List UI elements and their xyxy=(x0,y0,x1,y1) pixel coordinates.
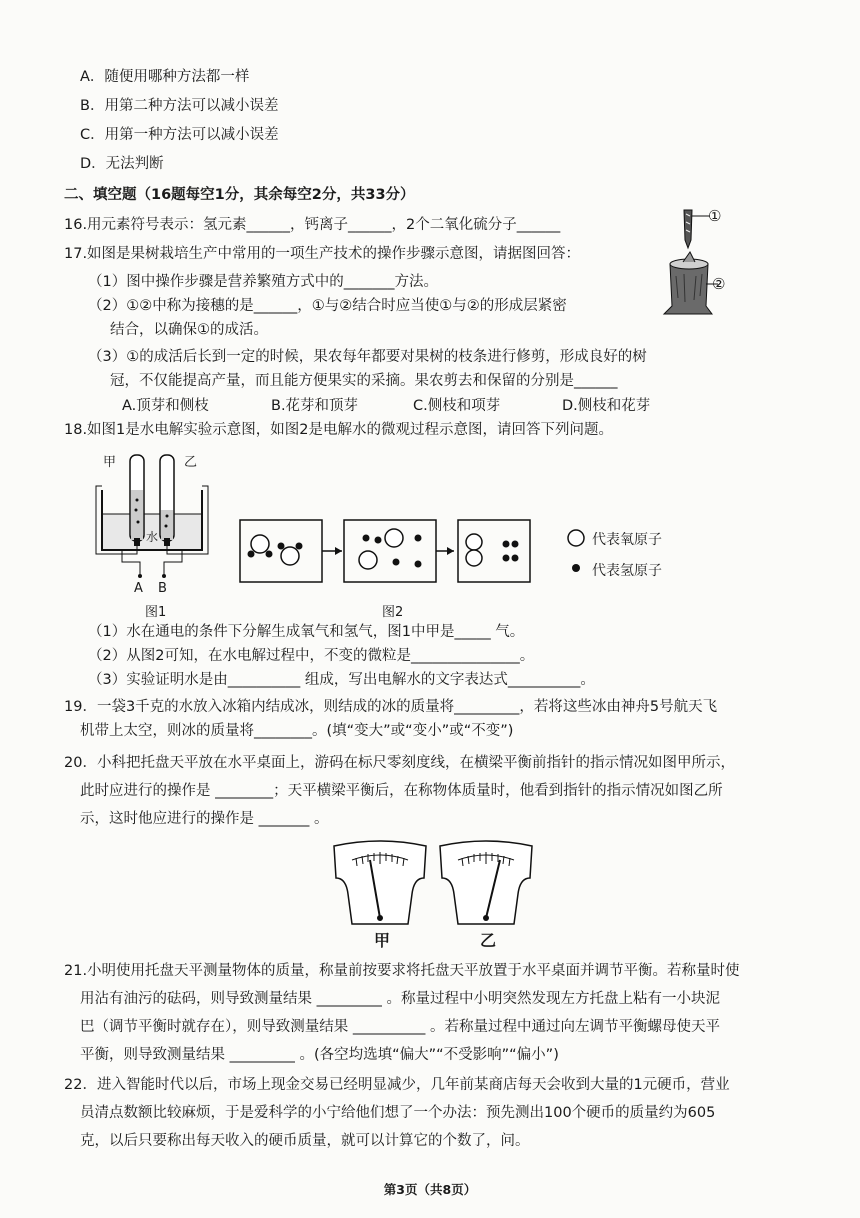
q17-stem: 17.如图是果树栽培生产中常用的一项生产技术的操作步骤示意图，请据图回答： xyxy=(64,246,581,262)
q19-line2: 机带上太空，则冰的质量将________。(填“变大”或“变小”或“不变”) xyxy=(80,723,514,739)
fig1-label-a: A xyxy=(134,581,143,596)
q17-part3-line2: 冠，不仅能提高产量，而且能方便果实的采摘。果农剪去和保留的分别是______ xyxy=(110,373,618,389)
q17-option-a: A.顶芽和侧枝 xyxy=(122,398,209,414)
q19-line1: 19．一袋3千克的水放入冰箱内结成冰，则结成的冰的质量将_________，若将这些冰由神舟5号航天飞 xyxy=(64,699,718,715)
grafting-figure xyxy=(650,202,740,320)
q15-option-b: B．用第二种方法可以减小误差 xyxy=(80,98,279,114)
fig1-label-yi: 乙 xyxy=(184,455,198,470)
scale-caption-yi: 乙 xyxy=(480,931,497,950)
q17-option-b: B.花芽和顶芽 xyxy=(271,398,359,414)
legend-oxygen: 代表氧原子 xyxy=(592,532,662,548)
electrolysis-apparatus-figure xyxy=(92,450,212,585)
legend-symbols xyxy=(566,528,588,578)
oxygen-atom-symbol xyxy=(568,530,584,546)
q21-line4: 平衡，则导致测量结果 _________ 。(各空均选填“偏大”“不受影响”“偏小”) xyxy=(80,1047,559,1063)
q22-line2: 员清点数额比较麻烦，于是爱科学的小宁给他们想了一个办法：预先测出100个硬币的质量约为605 xyxy=(80,1105,716,1121)
q18-stem: 18.如图1是水电解实验示意图，如图2是电解水的微观过程示意图，请回答下列问题。 xyxy=(64,422,614,438)
q17-part2-line1: （2）①②中称为接穗的是______，①与②结合时应当使①与②的形成层紧密 xyxy=(88,298,567,314)
q22-line3: 克，以后只要称出每天收入的硬币质量，就可以计算它的个数了，问。 xyxy=(80,1133,530,1149)
legend-hydrogen: 代表氢原子 xyxy=(592,563,662,579)
q22-line1: 22．进入智能时代以后，市场上现金交易已经明显减少，几年前某商店每天会收到大量的1元硬币，营业 xyxy=(64,1077,730,1093)
electrolysis-micro-process-figure xyxy=(238,516,558,588)
q17-part2-line2: 结合，以确保①的成活。 xyxy=(110,322,268,338)
q21-line3: 巴（调节平衡时就存在），则导致测量结果 __________ 。若称量过程中通过向左调节平衡螺母使天平 xyxy=(80,1019,720,1035)
section-title: 二、填空题（16题每空1分，其余每空2分，共33分） xyxy=(64,187,415,203)
q15-option-d: D．无法判断 xyxy=(80,156,164,172)
fig2-caption: 图2 xyxy=(382,605,404,620)
q17-part3-line1: （3）①的成活后长到一定的时候，果农每年都要对果树的枝条进行修剪，形成良好的树 xyxy=(88,349,647,365)
q15-option-a: A．随便用哪种方法都一样 xyxy=(80,69,250,85)
scale-yi xyxy=(440,841,532,924)
fig1-caption: 图1 xyxy=(145,605,167,620)
q20-line1: 20．小科把托盘天平放在水平桌面上，游码在标尺零刻度线，在横梁平衡前指针的指示情况如图甲所示， xyxy=(64,755,735,771)
q17-part1: （1）图中操作步骤是营养繁殖方式中的_______方法。 xyxy=(88,274,438,290)
q21-line1: 21.小明使用托盘天平测量物体的质量，称量前按要求将托盘天平放置于水平桌面并调节平衡。若称量时使 xyxy=(64,963,740,979)
fig1-label-jia: 甲 xyxy=(103,455,117,470)
q18-part2: （2）从图2可知，在水电解过程中，不变的微粒是_______________。 xyxy=(88,648,535,664)
q18-part3: （3）实验证明水是由__________ 组成，写出电解水的文字表达式__________。 xyxy=(88,672,595,688)
q20-line2: 此时应进行的操作是 ________；天平横梁平衡后，在称物体质量时，他看到指针的指示情况如图乙所 xyxy=(80,783,723,799)
q17-option-d: D.侧枝和花芽 xyxy=(562,398,651,414)
scale-jia xyxy=(334,841,426,924)
figure-label-2: ② xyxy=(712,275,726,293)
fig1-label-water: 水 xyxy=(146,530,159,544)
hydrogen-atom-symbol xyxy=(572,564,580,572)
q16-text: 16.用元素符号表示：氢元素______，钙离子______，2个二氧化硫分子______ xyxy=(64,217,561,233)
fig1-label-b: B xyxy=(158,581,167,596)
q20-line3: 示，这时他应进行的操作是 _______ 。 xyxy=(80,811,329,827)
q18-part1: （1）水在通电的条件下分解生成氧气和氢气，图1中甲是_____ 气。 xyxy=(88,624,525,640)
q17-option-c: C.侧枝和项芽 xyxy=(413,398,501,414)
page-footer: 第3页（共8页） xyxy=(383,1182,477,1197)
scale-caption-jia: 甲 xyxy=(374,931,391,950)
figure-label-1: ① xyxy=(708,207,722,225)
q15-option-c: C．用第一种方法可以减小误差 xyxy=(80,127,279,143)
q21-line2: 用沾有油污的砝码，则导致测量结果 _________ 。称量过程中小明突然发现左方托盘上粘有一小块泥 xyxy=(80,991,720,1007)
balance-scales-figure xyxy=(330,838,535,930)
